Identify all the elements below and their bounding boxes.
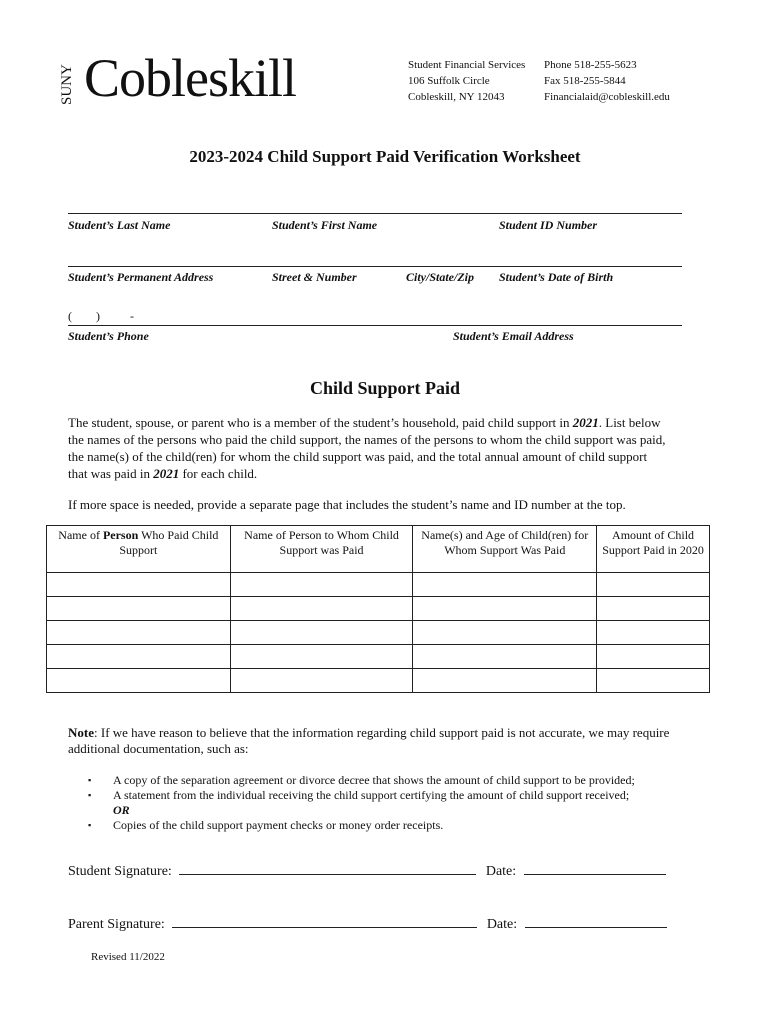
suny-logo-text: [56, 58, 76, 106]
parent-date-label: Date:: [486, 917, 518, 932]
table-cell[interactable]: [413, 669, 597, 693]
col-payer-text-b: Who Paid Child Support: [119, 528, 219, 557]
col-payer-text-a: Name of: [58, 528, 103, 542]
email-address: Financialaid@cobleskill.edu: [544, 91, 670, 103]
table-header-row: [47, 526, 710, 573]
table-cell[interactable]: [413, 573, 597, 597]
table-cell[interactable]: [47, 669, 231, 693]
note-text: : If we have reason to believe that the information regarding child support paid is not accurate, we may require additional documentation, such as:: [68, 725, 670, 756]
table-cell[interactable]: [413, 597, 597, 621]
table-cell[interactable]: [230, 645, 413, 669]
note-paragraph: [68, 725, 680, 757]
address-line-3: Cobleskill, NY 12043: [408, 91, 505, 103]
bullet-icon: ▪: [88, 820, 92, 830]
table-cell[interactable]: [230, 573, 413, 597]
phone-template: ( ) -: [68, 309, 134, 323]
fax-number: Fax 518-255-5844: [544, 75, 626, 87]
parent-signature-label: Parent Signature:: [68, 917, 165, 932]
table-cell[interactable]: [47, 573, 231, 597]
table-cell[interactable]: [47, 621, 231, 645]
table-cell[interactable]: [230, 669, 413, 693]
city-state-zip-label: City/State/Zip: [406, 270, 474, 284]
office-address: [408, 57, 525, 105]
table-cell[interactable]: [230, 597, 413, 621]
documentation-list: [88, 773, 635, 833]
student-id-label: Student ID Number: [499, 218, 598, 232]
bullet-icon: ▪: [88, 775, 92, 785]
table-cell[interactable]: [597, 645, 710, 669]
table-cell[interactable]: [47, 645, 231, 669]
address-line-1: Student Financial Services: [408, 59, 526, 71]
table-cell[interactable]: [597, 621, 710, 645]
table-cell[interactable]: [597, 669, 710, 693]
col-children-header: Name(s) and Age of Child(ren) for Whom Support Was Paid: [413, 526, 597, 573]
field-line-contact[interactable]: [68, 325, 682, 326]
table-cell[interactable]: [597, 573, 710, 597]
instructions-paragraph: [68, 414, 668, 482]
date-of-birth-label: Student’s Date of Birth: [499, 270, 614, 284]
list-item: [88, 773, 635, 788]
table-row: [47, 621, 710, 645]
student-date-line[interactable]: [524, 862, 666, 875]
page-title: 2023-2024 Child Support Paid Verification Worksheet: [189, 147, 581, 166]
list-item: [88, 788, 635, 803]
col-payer-bold: Person: [102, 528, 139, 542]
list-item-text: A copy of the separation agreement or divorce decree that shows the amount of child support to be provided;: [113, 773, 635, 787]
table-cell[interactable]: [413, 645, 597, 669]
address-label: Student’s Permanent Address: [68, 270, 214, 284]
table-cell[interactable]: [47, 597, 231, 621]
list-item-text: A statement from the individual receiving the child support certifying the amount of child support received;: [113, 788, 630, 802]
table-cell[interactable]: [230, 621, 413, 645]
child-support-table: [46, 525, 710, 693]
year-emphasis-1: 2021: [572, 415, 599, 430]
bullet-icon: ▪: [88, 790, 92, 800]
list-item: [88, 818, 635, 833]
table-cell[interactable]: [413, 621, 597, 645]
col-payer-header: [47, 526, 231, 573]
table-cell[interactable]: [597, 597, 710, 621]
note-label: Note: [68, 725, 94, 740]
revised-date: Revised 11/2022: [91, 951, 165, 963]
student-signature-line[interactable]: [179, 862, 476, 875]
parent-date-line[interactable]: [525, 915, 667, 928]
cobleskill-logo: Cobleskill: [84, 48, 297, 108]
instructions-text-b: . List below the names of the persons who paid the child support, the names of the persons to whom the child support was paid, the name(s) of the child(ren) for whom the child support was paid, and the total annual amount of child support that was paid in: [68, 415, 666, 481]
field-line-address[interactable]: [68, 266, 682, 267]
parent-signature-line[interactable]: [172, 915, 477, 928]
student-date-label: Date:: [485, 864, 517, 879]
instructions-text-a: The student, spouse, or parent who is a member of the student’s household, paid child support in: [68, 415, 573, 430]
parent-signature-row: [68, 915, 667, 933]
table-row: [47, 597, 710, 621]
table-row: [47, 669, 710, 693]
or-label: OR: [113, 803, 130, 817]
email-label: Student’s Email Address: [453, 329, 574, 343]
table-row: [47, 645, 710, 669]
field-line-name[interactable]: [68, 213, 682, 214]
last-name-label: Student’s Last Name: [68, 218, 171, 232]
col-recipient-header: Name of Person to Whom Child Support was Paid: [230, 526, 413, 573]
extra-space-note: If more space is needed, provide a separate page that includes the student’s name and ID number at the top.: [68, 497, 626, 512]
table-row: [47, 573, 710, 597]
first-name-label: Student’s First Name: [272, 218, 378, 232]
instructions-text-c: for each child.: [179, 466, 258, 481]
year-emphasis-2: 2021: [153, 466, 180, 481]
section-title: Child Support Paid: [309, 378, 461, 398]
student-signature-row: [68, 862, 666, 880]
address-line-2: 106 Suffolk Circle: [408, 75, 490, 87]
student-signature-label: Student Signature:: [68, 864, 172, 879]
phone-number: Phone 518-255-5623: [544, 59, 637, 71]
office-contact: [544, 57, 670, 105]
suny-label: SUNY: [59, 64, 75, 105]
street-label: Street & Number: [272, 270, 357, 284]
phone-label: Student’s Phone: [68, 329, 149, 343]
list-item-text: Copies of the child support payment checks or money order receipts.: [113, 818, 444, 832]
col-amount-header: Amount of Child Support Paid in 2020: [597, 526, 710, 573]
